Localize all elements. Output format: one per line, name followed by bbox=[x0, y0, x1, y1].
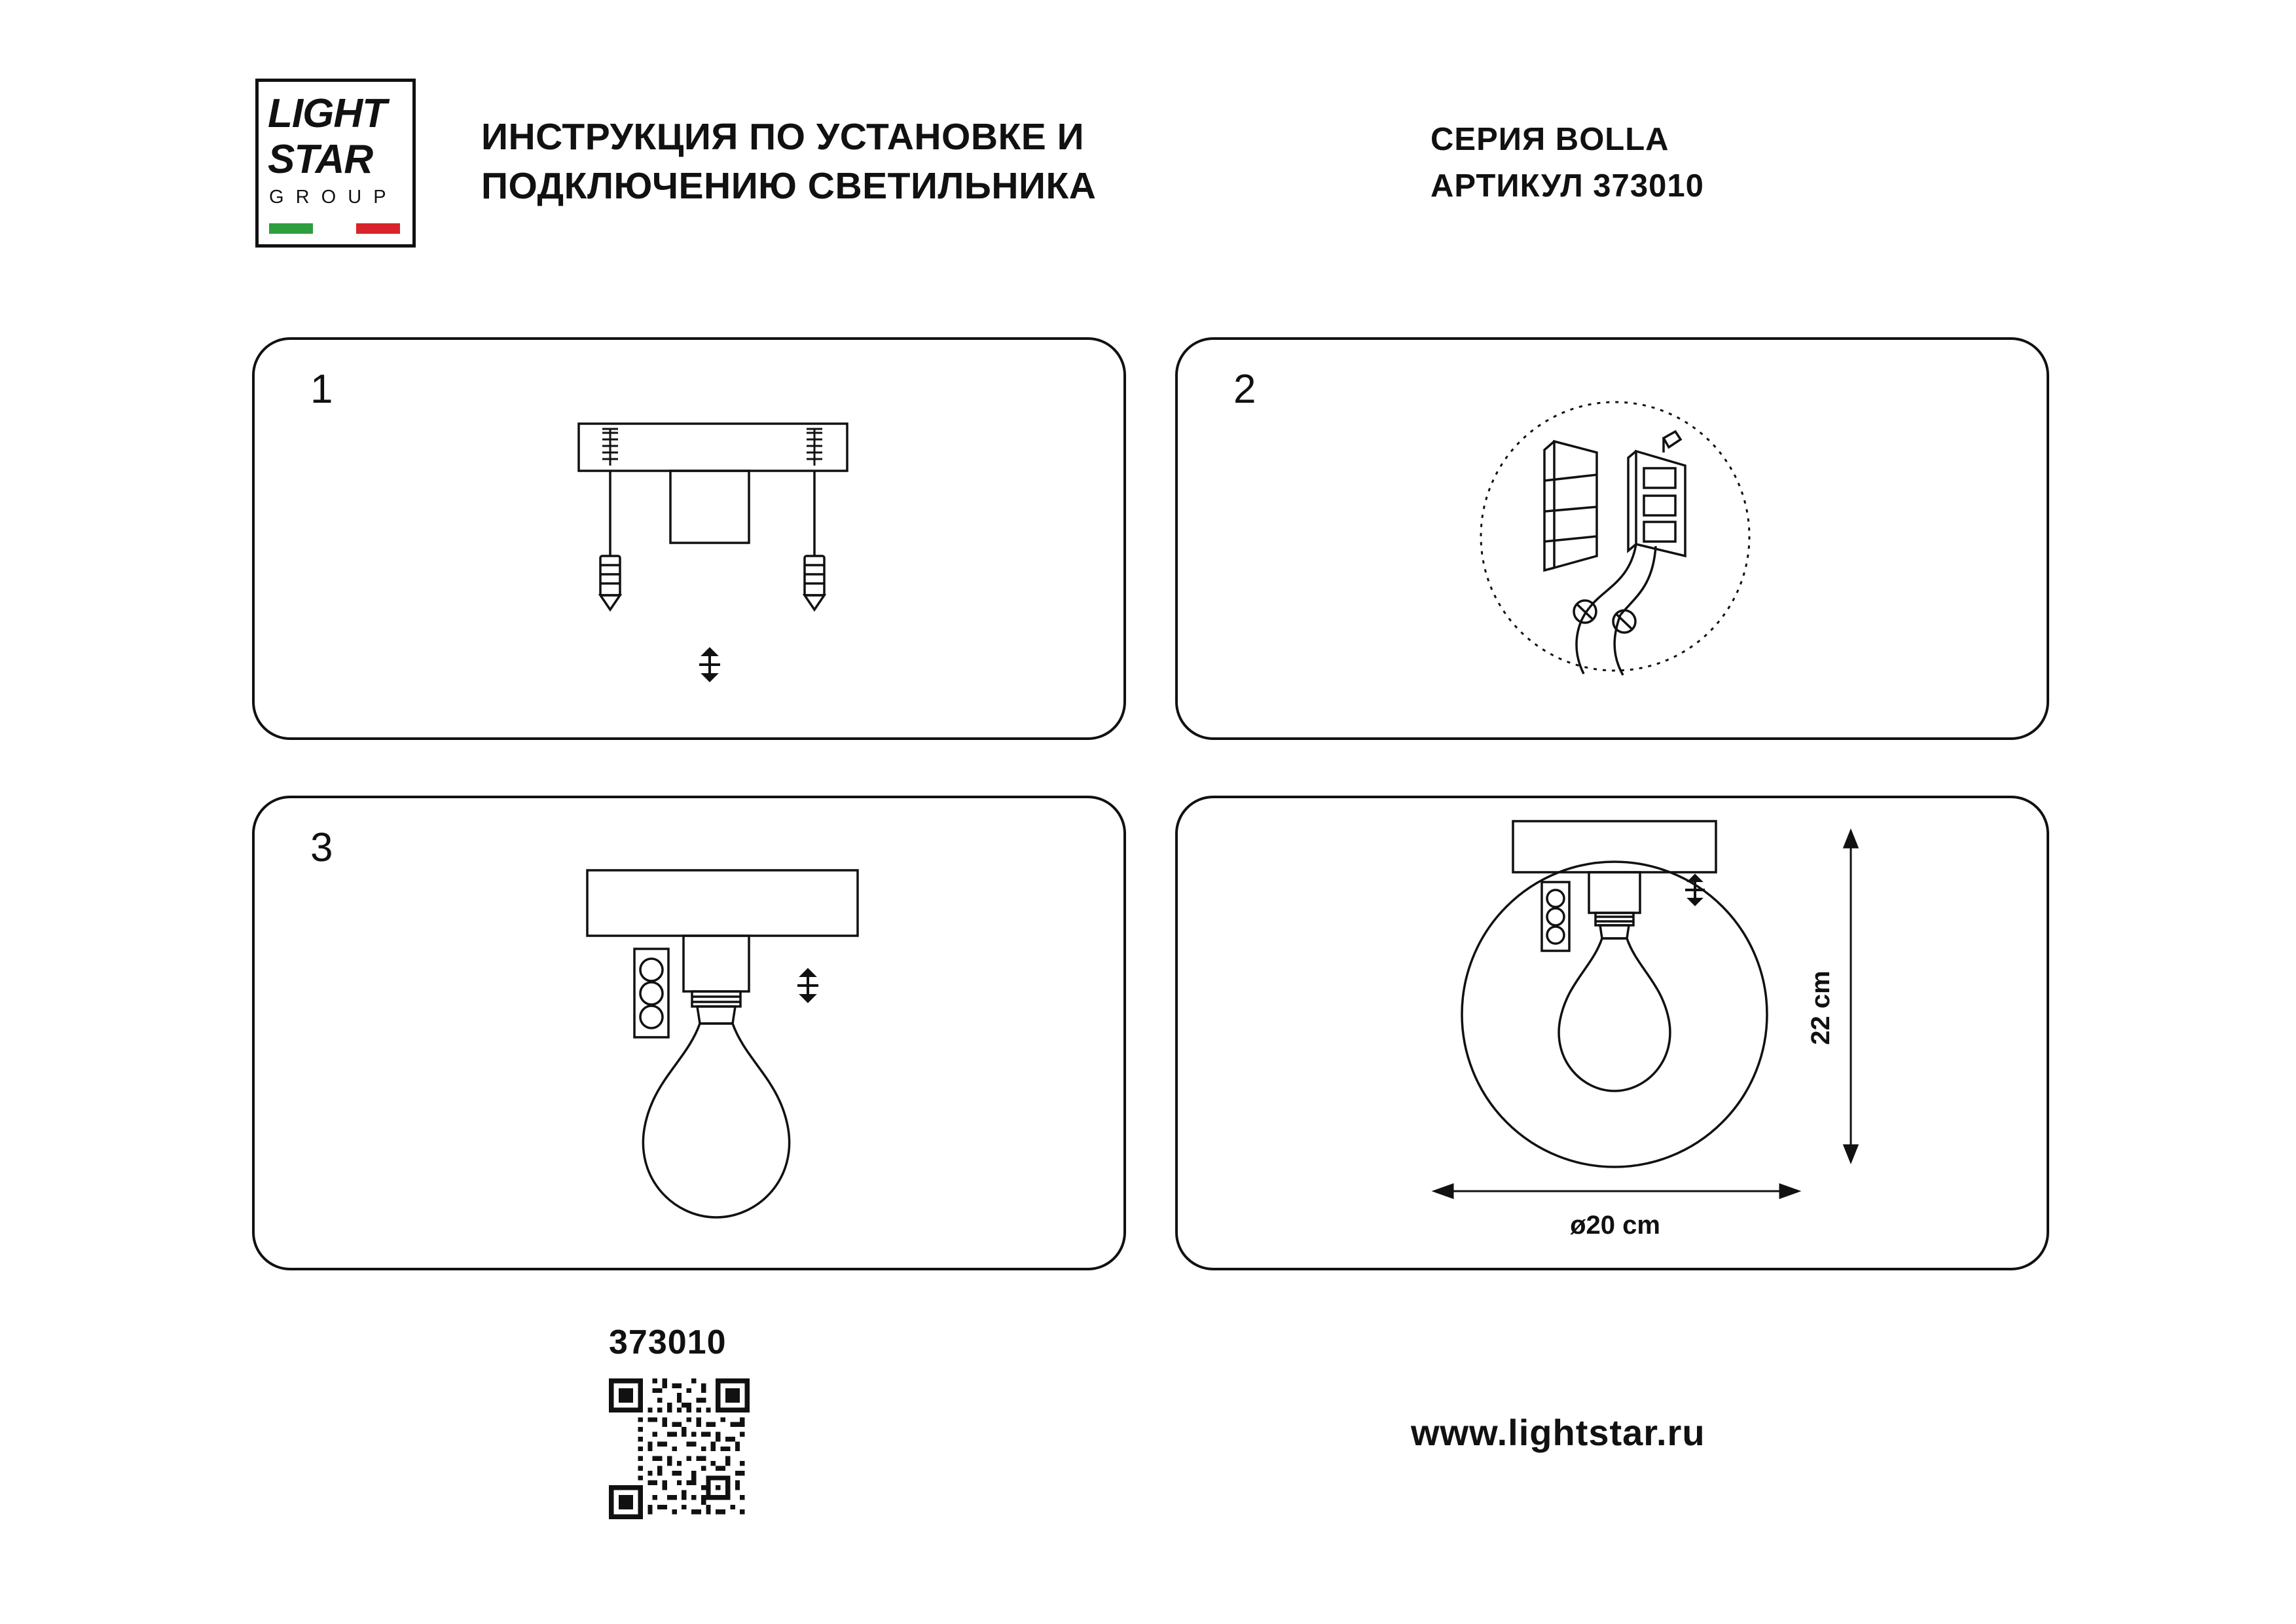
page-header bbox=[0, 0, 2296, 282]
diameter-dimension bbox=[1434, 1185, 1798, 1198]
step-number-1: 1 bbox=[310, 367, 333, 412]
step-1-illustration bbox=[255, 340, 1123, 737]
step-panel-1 bbox=[252, 337, 1126, 740]
ground-symbol bbox=[699, 649, 720, 680]
brand-logo bbox=[255, 79, 416, 248]
step-2-illustration bbox=[1178, 340, 2047, 737]
ground-symbol bbox=[1685, 876, 1705, 904]
height-dimension-label: 22 cm bbox=[1806, 970, 1835, 1045]
step-panel-4 bbox=[1175, 796, 2049, 1270]
step-panel-2 bbox=[1175, 337, 2049, 740]
step-panel-3 bbox=[252, 796, 1126, 1270]
height-dimension bbox=[1844, 831, 1857, 1162]
step-3-illustration bbox=[255, 798, 1123, 1268]
step-number-2: 2 bbox=[1233, 367, 1256, 412]
qr-code bbox=[609, 1378, 750, 1519]
logo-text-light: LIGHT bbox=[268, 91, 386, 136]
diameter-dimension-label: ø20 cm bbox=[1570, 1211, 1660, 1240]
series-label: СЕРИЯ BOLLA bbox=[1430, 122, 1669, 157]
logo-text-star: STAR bbox=[268, 137, 373, 182]
footer-article-code: 373010 bbox=[609, 1323, 727, 1361]
page-title: ИНСТРУКЦИЯ ПО УСТАНОВКЕ И ПОДКЛЮЧЕНИЮ СВЕТИЛЬНИКА bbox=[481, 116, 1097, 208]
ground-symbol bbox=[797, 970, 818, 1001]
step-number-3: 3 bbox=[310, 825, 333, 870]
step-4-illustration bbox=[1178, 798, 2047, 1268]
product-meta bbox=[1430, 117, 1704, 210]
italian-flag-icon bbox=[269, 223, 400, 234]
logo-text-group: G R O U P bbox=[269, 187, 390, 208]
article-label: АРТИКУЛ 373010 bbox=[1430, 168, 1704, 204]
website-url: www.lightstar.ru bbox=[1411, 1412, 1705, 1453]
